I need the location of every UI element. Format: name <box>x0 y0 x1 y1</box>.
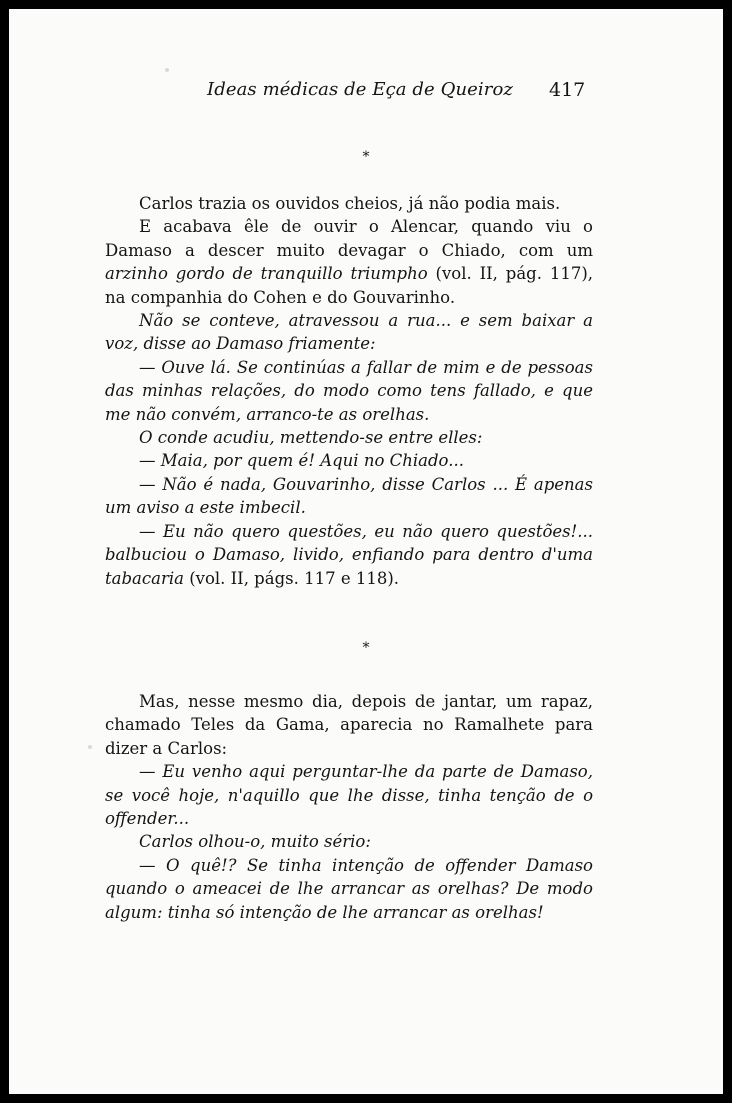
paragraph: — Eu venho aqui perguntar-lhe da parte de Damaso, se você hoje, n'aquillo que lhe disse, tinha tenção de o offender... <box>105 762 593 829</box>
paragraph <box>105 215 593 309</box>
paper-speck <box>88 745 92 749</box>
paragraph: Carlos olhou-o, muito sério: <box>139 832 371 852</box>
paragraph: Mas, nesse mesmo dia, depois de jantar, um rapaz, chamado Teles da Gama, aparecia no Ramalhete para dizer a Carlos: <box>105 692 593 758</box>
paragraph: — O quê!? Se tinha intenção de offender Damaso quando o ameacei de lhe arrancar as orelhas? De modo algum: tinha só intenção de lhe arrancar as orelhas! <box>105 855 593 922</box>
page-number: 417 <box>549 79 586 101</box>
italic-quote: arzinho gordo de tranquillo triumpho <box>105 264 428 284</box>
paragraph: — Maia, por quem é! Aqui no Chiado... <box>139 451 464 471</box>
paragraph: O conde acudiu, mettendo-se entre elles: <box>139 428 483 448</box>
paragraph: Carlos trazia os ouvidos cheios, já não podia mais. <box>139 194 561 213</box>
section-separator-2: * <box>362 640 370 656</box>
paragraph <box>105 520 593 590</box>
italic-quote: — Eu não quero questões, eu não quero questões!... balbuciou o Damaso, livido, enfiando para dentro d'uma tabacaria <box>105 521 593 588</box>
text-run: (vol. II, pág. 117), na companhia do Cohen e do Gouvarinho. <box>105 264 593 307</box>
paper-speck <box>165 68 169 72</box>
paragraph: — Ouve lá. Se continúas a fallar de mim e de pessoas das minhas relações, do modo como tens fallado, e que me não convém, arranco-te as orelhas. <box>105 357 593 424</box>
paragraph: — Não é nada, Gouvarinho, disse Carlos ... É apenas um aviso a este imbecil. <box>105 474 593 518</box>
book-page <box>9 9 723 1094</box>
section-separator-1: * <box>362 149 370 165</box>
page-header <box>9 79 723 105</box>
text-run: (vol. II, págs. 117 e 118). <box>183 568 400 588</box>
section-1-text <box>105 192 593 590</box>
section-2-text <box>105 690 593 924</box>
text-run: E acabava êle de ouvir o Alencar, quando viu o Damaso a descer muito devagar o Chiado, com um <box>105 217 593 260</box>
running-title: Ideas médicas de Eça de Queiroz <box>207 79 513 100</box>
paragraph: Não se conteve, atravessou a rua... e sem baixar a voz, disse ao Damaso friamente: <box>105 311 593 354</box>
